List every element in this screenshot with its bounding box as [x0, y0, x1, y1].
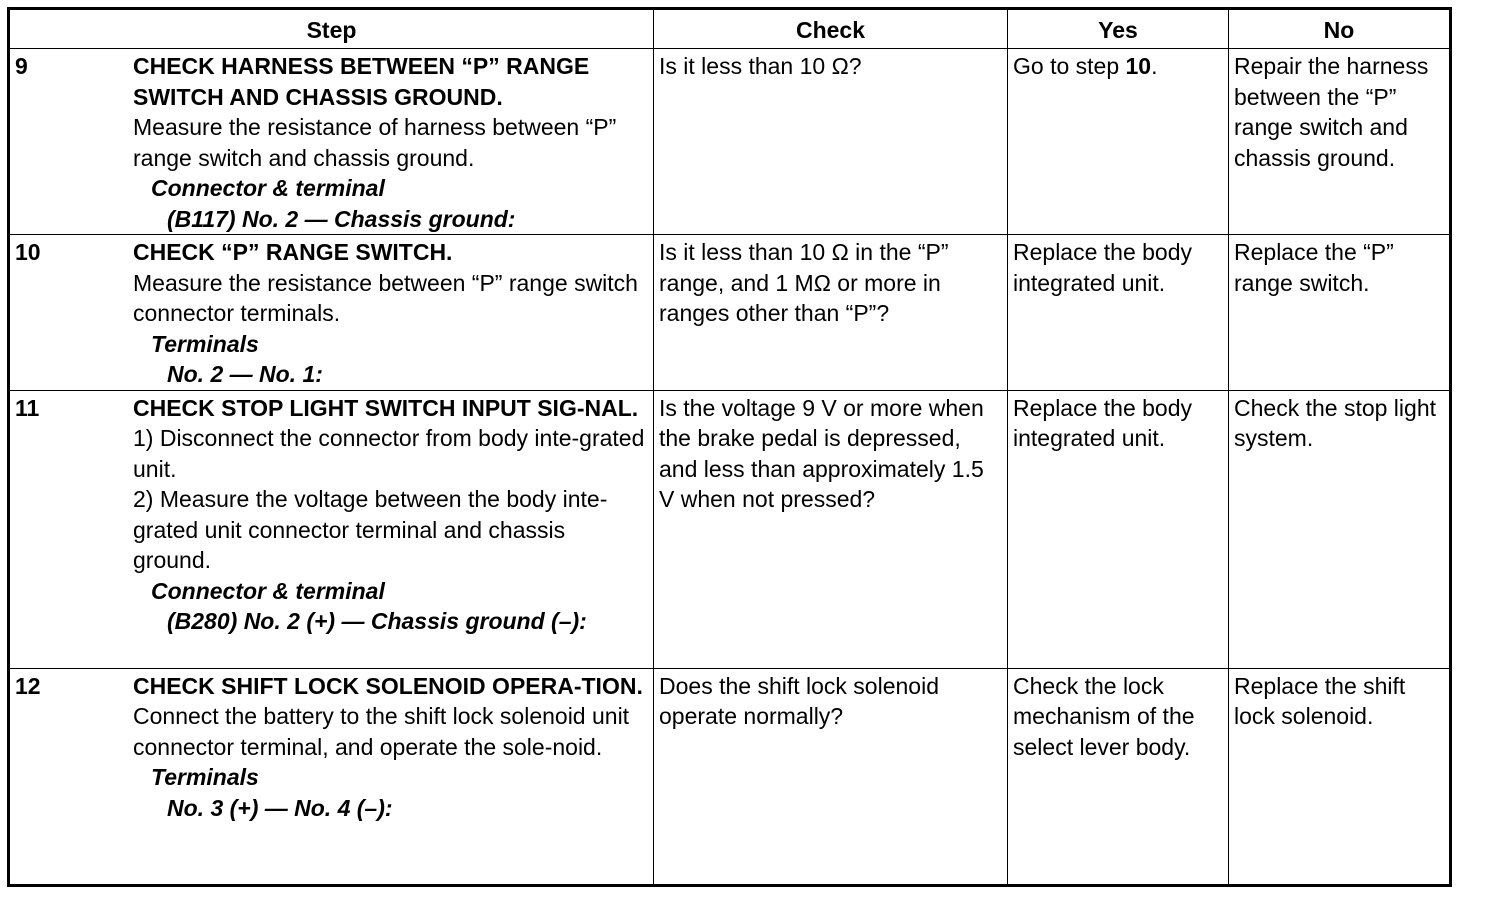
no-cell: Replace the shift lock solenoid.	[1229, 668, 1451, 885]
step-description: Measure the resistance of harness between “P” range switch and chassis ground.	[133, 114, 617, 171]
no-cell: Repair the harness between the “P” range switch and chassis ground.	[1229, 49, 1451, 235]
step-description: Connect the battery to the shift lock solenoid unit connector terminal, and operate the sole-noid.	[133, 703, 630, 760]
step-substep-2: 2) Measure the voltage between the body inte-grated unit connector terminal and chassis ground.	[133, 486, 608, 573]
table-row	[9, 668, 1451, 885]
yes-cell	[1008, 49, 1229, 235]
step-subvalue: No. 2 — No. 1:	[167, 361, 323, 387]
step-title: CHECK HARNESS BETWEEN “P” RANGE SWITCH AND CHASSIS GROUND.	[133, 53, 590, 110]
step-number: 11	[15, 394, 40, 421]
yes-cell: Check the lock mechanism of the select lever body.	[1008, 668, 1229, 885]
step-subheading: Terminals	[151, 330, 259, 357]
no-cell: Replace the “P” range switch.	[1229, 235, 1451, 391]
table-row	[9, 49, 1451, 235]
yes-suffix: .	[1151, 53, 1158, 79]
no-cell: Check the stop light system.	[1229, 390, 1451, 668]
step-subvalue: (B117) No. 2 — Chassis ground:	[167, 205, 516, 232]
step-cell	[9, 668, 654, 885]
step-number: 12	[15, 672, 41, 699]
table-row	[9, 390, 1451, 668]
check-cell: Is it less than 10 Ω?	[654, 49, 1008, 235]
step-description: Measure the resistance between “P” range switch connector terminals.	[133, 269, 638, 326]
check-cell: Is the voltage 9 V or more when the brake pedal is depressed, and less than approximately 1.5 V when not pressed?	[654, 390, 1008, 668]
yes-cell: Replace the body integrated unit.	[1008, 235, 1229, 391]
step-subvalue: (B280) No. 2 (+) — Chassis ground (–):	[167, 608, 587, 634]
step-subheading: Terminals	[151, 764, 259, 790]
diagnostic-table	[7, 7, 1452, 887]
step-cell	[9, 49, 654, 235]
step-number: 9	[15, 53, 28, 79]
table-row	[9, 235, 1451, 391]
step-title: CHECK SHIFT LOCK SOLENOID OPERA-TION.	[133, 672, 643, 699]
step-cell	[9, 390, 654, 668]
step-title: CHECK “P” RANGE SWITCH.	[133, 239, 453, 265]
yes-step-link: 10	[1125, 53, 1152, 79]
step-subheading: Connector & terminal	[151, 577, 385, 604]
header-check: Check	[654, 9, 1008, 49]
step-title: CHECK STOP LIGHT SWITCH INPUT SIG-NAL.	[133, 394, 639, 421]
step-number: 10	[15, 239, 41, 265]
yes-text: Go to step	[1013, 53, 1126, 79]
header-row	[9, 9, 1451, 49]
step-subvalue: No. 3 (+) — No. 4 (–):	[167, 794, 393, 821]
step-cell	[9, 235, 654, 391]
header-no: No	[1229, 9, 1451, 49]
check-cell: Is it less than 10 Ω in the “P” range, and 1 MΩ or more in ranges other than “P”?	[654, 235, 1008, 391]
step-substep-1: 1) Disconnect the connector from body inte-grated unit.	[133, 425, 645, 482]
step-subheading: Connector & terminal	[151, 175, 385, 201]
header-yes: Yes	[1008, 9, 1229, 49]
yes-cell: Replace the body integrated unit.	[1008, 390, 1229, 668]
header-step: Step	[9, 9, 654, 49]
check-cell: Does the shift lock solenoid operate normally?	[654, 668, 1008, 885]
